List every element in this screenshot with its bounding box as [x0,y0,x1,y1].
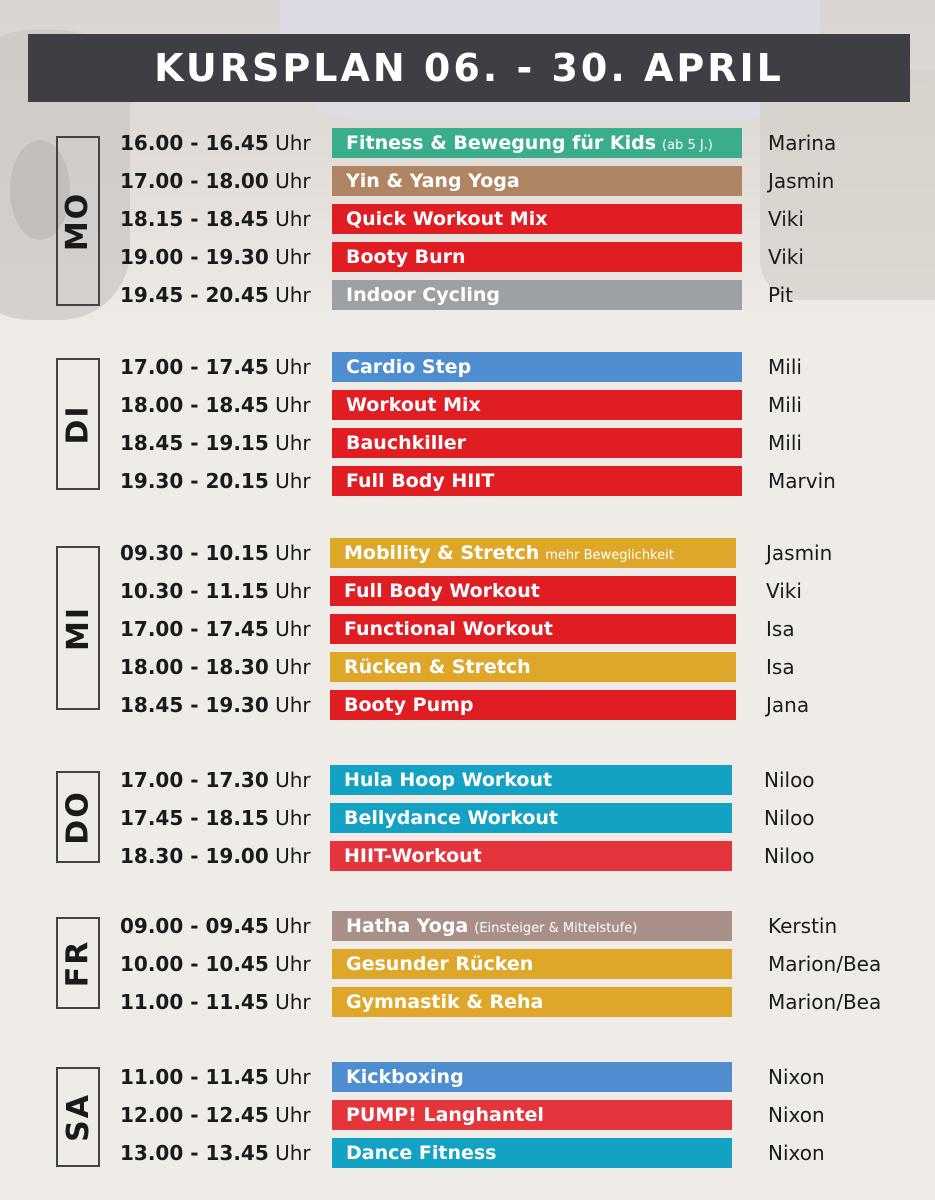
schedule-row [0,911,935,949]
course-label [332,280,742,310]
course-label [330,538,736,568]
course-label [332,987,732,1017]
time-range [120,280,311,310]
trainer-name: Niloo [764,806,815,830]
schedule-row [0,390,935,428]
course-label [332,128,742,158]
time-unit: Uhr [275,844,311,868]
course-name: Full Body HIIT [346,470,495,492]
time-value: 18.00 - 18.30 [120,655,269,679]
schedule-row [0,765,935,803]
course-label [332,166,742,196]
time-value: 10.00 - 10.45 [120,952,269,976]
course-note: mehr Beweglichkeit [545,548,674,563]
course-name: Fitness & Bewegung für Kids [346,132,657,154]
schedule-row [0,614,935,652]
course-name: Dance Fitness [346,1142,497,1164]
time-range [120,690,311,720]
time-value: 18.15 - 18.45 [120,207,269,231]
schedule-row [0,242,935,280]
course-label [330,614,736,644]
course-name: Cardio Step [346,356,472,378]
time-value: 17.45 - 18.15 [120,806,269,830]
time-range [120,128,311,158]
trainer-name: Viki [768,245,804,269]
course-note: (ab 5 J.) [662,138,713,153]
course-label [332,949,732,979]
time-value: 17.00 - 18.00 [120,169,269,193]
time-range [120,428,311,458]
course-label [330,841,732,871]
course-label [330,765,732,795]
schedule-row [0,128,935,166]
schedule-row [0,1138,935,1176]
schedule-row [0,652,935,690]
schedule-row [0,166,935,204]
trainer-name: Jasmin [766,541,833,565]
time-value: 18.00 - 18.45 [120,393,269,417]
time-range [120,949,311,979]
day-label: MI [60,605,96,651]
trainer-name: Kerstin [768,914,838,938]
time-value: 13.00 - 13.45 [120,1141,269,1165]
course-name: Workout Mix [346,394,481,416]
time-unit: Uhr [275,541,311,565]
course-name: Hula Hoop Workout [344,769,553,791]
trainer-name: Isa [766,655,795,679]
course-name: Mobility & Stretch [344,542,540,564]
time-unit: Uhr [275,655,311,679]
time-value: 19.00 - 19.30 [120,245,269,269]
schedule-row [0,428,935,466]
schedule-row [0,352,935,390]
time-value: 17.00 - 17.45 [120,617,269,641]
course-label [332,1100,732,1130]
course-note: (Einsteiger & Mittelstufe) [474,921,638,936]
schedule-row [0,987,935,1025]
course-name: Bellydance Workout [344,807,558,829]
time-unit: Uhr [275,355,311,379]
course-name: Booty Burn [346,246,466,268]
time-range [120,1100,311,1130]
course-label [330,576,736,606]
schedule-row [0,841,935,879]
time-unit: Uhr [275,1103,311,1127]
time-value: 09.00 - 09.45 [120,914,269,938]
course-label [332,466,742,496]
time-unit: Uhr [275,1141,311,1165]
time-range [120,242,311,272]
time-range [120,204,311,234]
time-value: 18.45 - 19.15 [120,431,269,455]
time-range [120,576,311,606]
time-range [120,1062,311,1092]
time-value: 11.00 - 11.45 [120,1065,269,1089]
schedule-row [0,466,935,504]
time-value: 19.30 - 20.15 [120,469,269,493]
day-label: MO [60,191,96,251]
trainer-name: Pit [768,283,794,307]
schedule-row [0,204,935,242]
time-unit: Uhr [275,1065,311,1089]
course-label [332,911,732,941]
time-unit: Uhr [275,617,311,641]
title-bar [28,34,910,102]
time-range [120,803,311,833]
time-range [120,1138,311,1168]
time-value: 16.00 - 16.45 [120,131,269,155]
course-label [332,352,742,382]
schedule-row [0,1100,935,1138]
time-unit: Uhr [275,768,311,792]
time-value: 12.00 - 12.45 [120,1103,269,1127]
course-label [332,204,742,234]
time-value: 11.00 - 11.45 [120,990,269,1014]
trainer-name: Jana [766,693,810,717]
time-range [120,466,311,496]
time-unit: Uhr [275,245,311,269]
time-range [120,614,311,644]
time-value: 17.00 - 17.45 [120,355,269,379]
page-title: KURSPLAN 06. - 30. APRIL [154,46,784,90]
course-name: Quick Workout Mix [346,208,548,230]
course-name: PUMP! Langhantel [346,1104,544,1126]
time-range [120,765,311,795]
course-name: Kickboxing [346,1066,464,1088]
trainer-name: Viki [766,579,802,603]
schedule-row [0,690,935,728]
time-unit: Uhr [275,283,311,307]
course-name: Booty Pump [344,694,474,716]
time-unit: Uhr [275,207,311,231]
time-unit: Uhr [275,431,311,455]
trainer-name: Nixon [768,1065,825,1089]
course-name: Functional Workout [344,618,553,640]
time-unit: Uhr [275,990,311,1014]
trainer-name: Marvin [768,469,836,493]
time-unit: Uhr [275,469,311,493]
time-range [120,352,311,382]
course-name: Full Body Workout [344,580,540,602]
time-value: 09.30 - 10.15 [120,541,269,565]
course-name: HIIT-Workout [344,845,482,867]
course-label [332,1138,732,1168]
trainer-name: Isa [766,617,795,641]
time-range [120,390,311,420]
course-name: Gymnastik & Reha [346,991,544,1013]
time-value: 18.45 - 19.30 [120,693,269,717]
time-value: 18.30 - 19.00 [120,844,269,868]
time-unit: Uhr [275,131,311,155]
time-range [120,987,311,1017]
course-name: Gesunder Rücken [346,953,534,975]
schedule-row [0,576,935,614]
time-range [120,538,311,568]
course-name: Bauchkiller [346,432,467,454]
time-unit: Uhr [275,806,311,830]
schedule-row [0,803,935,841]
day-label: DI [60,403,96,445]
time-value: 19.45 - 20.45 [120,283,269,307]
time-unit: Uhr [275,952,311,976]
time-unit: Uhr [275,579,311,603]
schedule-row [0,1062,935,1100]
trainer-name: Marion/Bea [768,990,882,1014]
trainer-name: Nixon [768,1103,825,1127]
time-value: 10.30 - 11.15 [120,579,269,603]
time-unit: Uhr [275,393,311,417]
time-range [120,841,311,871]
course-label [332,390,742,420]
trainer-name: Marion/Bea [768,952,882,976]
course-label [330,690,736,720]
trainer-name: Mili [768,431,802,455]
course-name: Rücken & Stretch [344,656,531,678]
day-label: SA [60,1092,96,1142]
trainer-name: Mili [768,355,802,379]
course-label [332,428,742,458]
course-label [330,652,736,682]
course-label [330,803,732,833]
course-name: Yin & Yang Yoga [346,170,520,192]
schedule-row [0,949,935,987]
trainer-name: Mili [768,393,802,417]
trainer-name: Viki [768,207,804,231]
schedule-row [0,280,935,318]
course-label [332,242,742,272]
schedule-row [0,538,935,576]
time-unit: Uhr [275,169,311,193]
trainer-name: Niloo [764,844,815,868]
trainer-name: Niloo [764,768,815,792]
trainer-name: Nixon [768,1141,825,1165]
time-range [120,652,311,682]
time-unit: Uhr [275,914,311,938]
time-unit: Uhr [275,693,311,717]
trainer-name: Marina [768,131,837,155]
course-name: Hatha Yoga [346,915,469,937]
time-range [120,911,311,941]
time-range [120,166,311,196]
day-label: DO [60,789,96,845]
course-name: Indoor Cycling [346,284,501,306]
course-label [332,1062,732,1092]
time-value: 17.00 - 17.30 [120,768,269,792]
trainer-name: Jasmin [768,169,835,193]
day-label: FR [60,939,96,987]
